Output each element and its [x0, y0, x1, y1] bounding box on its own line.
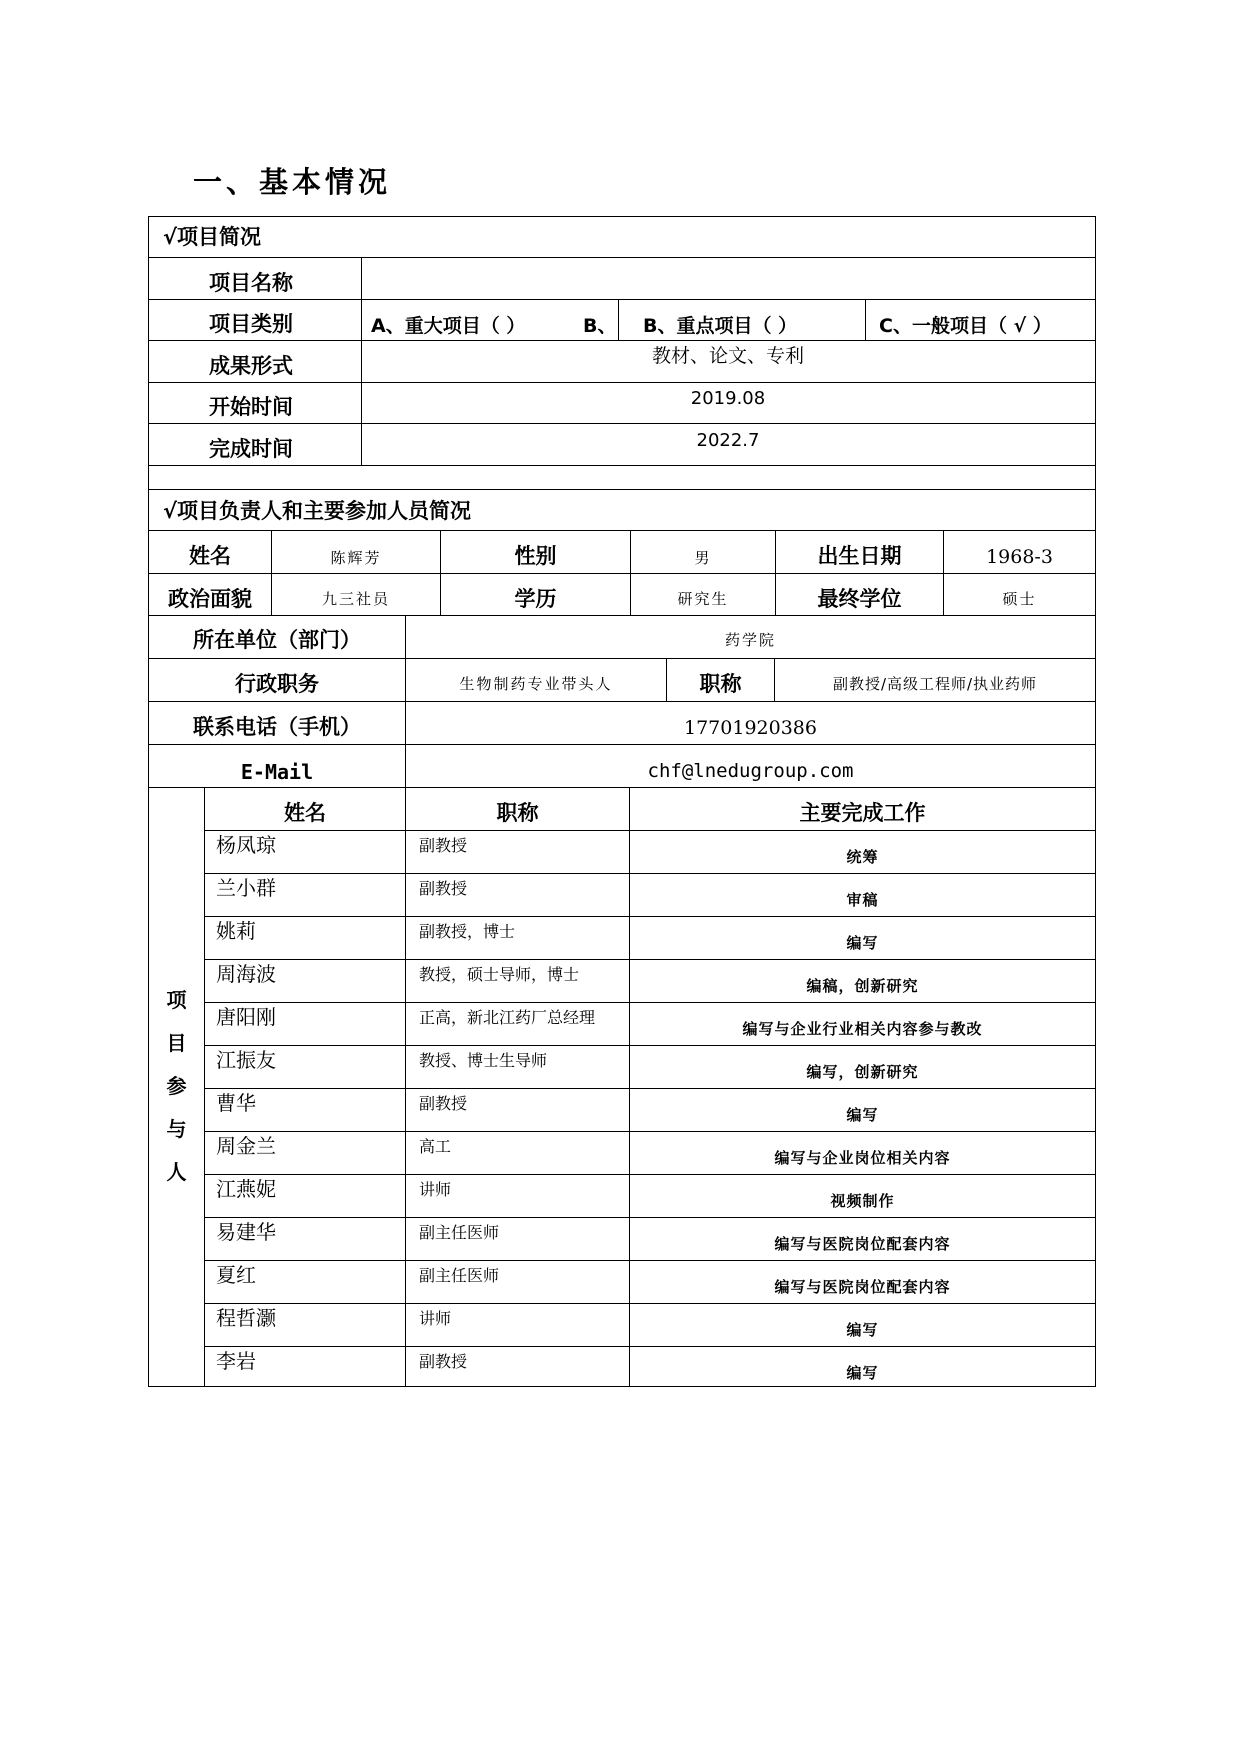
member-work: 编写与企业岗位相关内容 — [774, 1149, 951, 1167]
political-status-value: 九三社员 — [321, 590, 390, 608]
member-name: 兰小群 — [216, 876, 276, 900]
end-time-value: 2022.7 — [696, 430, 760, 451]
member-title: 副主任医师 — [419, 1266, 500, 1285]
participants-side-label — [149, 787, 204, 1386]
professional-title-label: 职称 — [699, 672, 742, 696]
degree-label: 最终学位 — [817, 587, 902, 611]
project-name-label: 项目名称 — [209, 271, 293, 295]
col-divider — [865, 299, 866, 340]
member-title: 正高，新北江药厂总经理 — [419, 1008, 596, 1027]
member-work: 编写与医院岗位配套内容 — [774, 1278, 951, 1296]
email-label: E-Mail — [240, 760, 314, 784]
phone-value: 17701920386 — [684, 717, 817, 739]
unit-label: 所在单位（部门） — [193, 628, 361, 652]
member-work: 编写 — [846, 1321, 879, 1339]
member-name: 易建华 — [216, 1220, 276, 1244]
member-title: 讲师 — [419, 1309, 452, 1328]
participants-header-name: 姓名 — [284, 801, 326, 825]
start-time-value: 2019.08 — [690, 388, 766, 409]
member-work: 编写与企业行业相关内容参与教改 — [742, 1020, 983, 1038]
member-work: 编写与医院岗位配套内容 — [774, 1235, 951, 1253]
member-name: 程哲灏 — [216, 1306, 276, 1330]
side-label-char: 与 — [166, 1117, 187, 1141]
category-a-option: A、重大项目（ ） — [371, 315, 526, 337]
end-time-label: 完成时间 — [209, 437, 293, 461]
member-name: 江燕妮 — [216, 1177, 276, 1201]
category-b-prefix: B、 — [583, 315, 617, 337]
side-label-char: 人 — [166, 1160, 187, 1184]
project-category-label: 项目类别 — [209, 312, 293, 336]
member-work: 编写 — [846, 934, 879, 952]
member-name: 李岩 — [216, 1349, 256, 1373]
member-work: 统筹 — [846, 848, 879, 866]
member-title: 副主任医师 — [419, 1223, 500, 1242]
row-divider — [149, 465, 1095, 466]
birth-date-value: 1968-3 — [986, 546, 1053, 568]
birth-date-label: 出生日期 — [817, 544, 902, 568]
member-work: 编写，创新研究 — [806, 1063, 919, 1081]
admin-post-value: 生物制药专业带头人 — [459, 675, 613, 693]
result-form-value: 教材、论文、专利 — [651, 345, 804, 367]
member-title: 讲师 — [419, 1180, 452, 1199]
member-title: 副教授 — [419, 836, 468, 855]
category-b-option: B、重点项目（ ） — [643, 315, 798, 337]
professional-title-value: 副教授/高级工程师/执业药师 — [832, 675, 1038, 693]
member-work: 编稿，创新研究 — [806, 977, 919, 995]
side-label-char: 项 — [166, 988, 187, 1012]
leader-name-label: 姓名 — [189, 544, 231, 568]
degree-value: 硕士 — [1002, 590, 1037, 608]
email-value: chf@lnedugroup.com — [647, 760, 854, 782]
col-divider — [361, 257, 362, 465]
political-status-label: 政治面貌 — [168, 587, 252, 611]
member-work: 视频制作 — [830, 1192, 895, 1210]
education-label: 学历 — [514, 587, 557, 611]
member-name: 江振友 — [216, 1048, 276, 1072]
member-name: 姚莉 — [216, 919, 256, 943]
member-work: 审稿 — [846, 891, 879, 909]
member-title: 教授，硕士导师，博士 — [419, 965, 580, 984]
col-divider — [405, 787, 406, 1386]
page-title: 一、基本情况 — [193, 165, 392, 199]
col-divider — [204, 787, 205, 1386]
member-work: 编写 — [846, 1106, 879, 1124]
member-title: 副教授 — [419, 1094, 468, 1113]
col-divider — [618, 299, 619, 340]
member-name: 夏红 — [216, 1263, 256, 1287]
member-name: 唐阳刚 — [216, 1005, 276, 1029]
member-title: 副教授 — [419, 1352, 468, 1371]
member-name: 周海波 — [216, 962, 276, 986]
project-name-value — [363, 257, 1093, 299]
phone-label: 联系电话（手机） — [193, 715, 361, 739]
result-form-label: 成果形式 — [209, 354, 293, 378]
gender-label: 性别 — [514, 544, 557, 568]
participants-header-work: 主要完成工作 — [799, 801, 926, 825]
member-title: 高工 — [419, 1137, 452, 1156]
member-name: 杨凤琼 — [216, 833, 276, 857]
member-name: 曹华 — [216, 1091, 256, 1115]
admin-post-label: 行政职务 — [235, 672, 319, 696]
member-title: 副教授 — [419, 879, 468, 898]
member-title: 副教授，博士 — [419, 922, 516, 941]
member-work: 编写 — [846, 1364, 879, 1382]
start-time-label: 开始时间 — [209, 395, 293, 419]
education-value: 研究生 — [677, 590, 729, 608]
member-title: 教授、博士生导师 — [419, 1051, 548, 1070]
unit-value: 药学院 — [724, 631, 776, 649]
side-label-char: 目 — [166, 1031, 187, 1055]
basic-info-form — [148, 216, 1096, 1387]
section-heading-project: √项目简况 — [163, 225, 262, 249]
gender-value: 男 — [694, 549, 712, 567]
member-name: 周金兰 — [216, 1134, 276, 1158]
side-label-char: 参 — [166, 1074, 187, 1098]
participants-header-title: 职称 — [496, 801, 539, 825]
category-c-option: C、一般项目（ √ ） — [879, 315, 1052, 337]
section-heading-people: √项目负责人和主要参加人员简况 — [163, 499, 472, 523]
leader-name-value: 陈辉芳 — [330, 549, 382, 567]
